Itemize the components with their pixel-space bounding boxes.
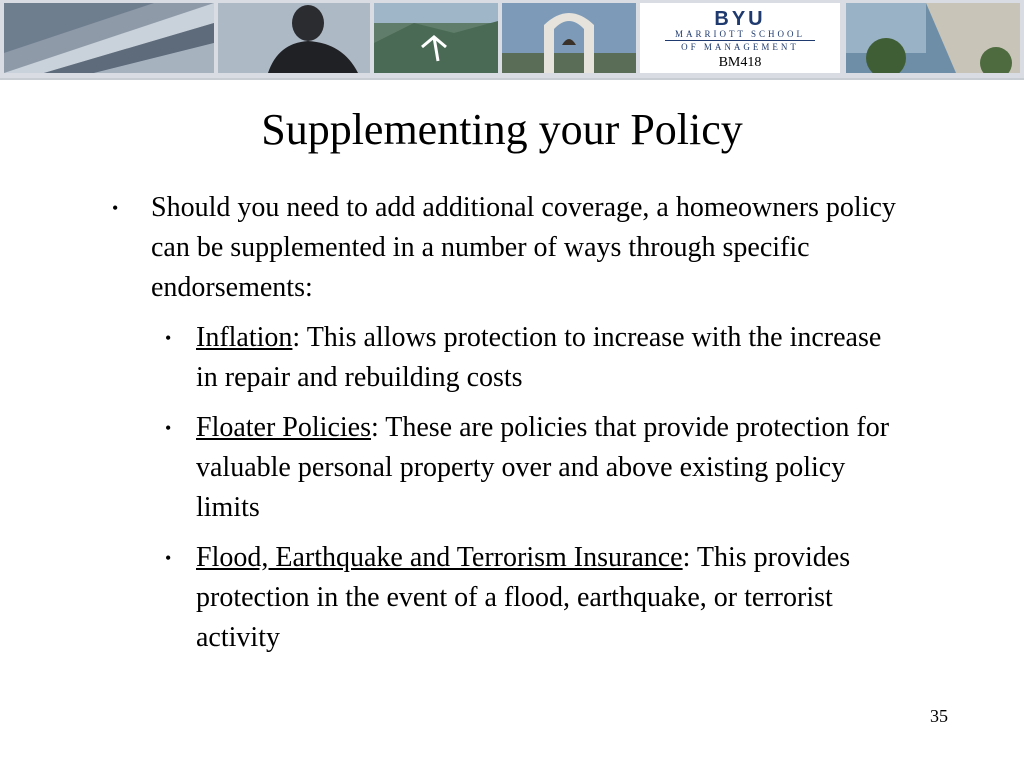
header-banner bbox=[0, 0, 1024, 80]
term-flood-earthquake-terrorism: Flood, Earthquake and Terrorism Insurance bbox=[196, 542, 683, 573]
term-inflation: Inflation bbox=[196, 322, 293, 353]
description-floater-policies: : These are policies that provide protection for valuable personal property over and above existing policy limits bbox=[196, 412, 890, 523]
bullet-marker: • bbox=[165, 548, 172, 568]
sub-bullet-floater-policies bbox=[110, 408, 910, 528]
banner-photo-statue bbox=[218, 3, 370, 73]
page-number: 35 bbox=[930, 706, 948, 726]
course-code: BM418 bbox=[718, 55, 762, 70]
slide-title: Supplementing your Policy bbox=[261, 105, 743, 154]
sub-bullet-inflation bbox=[110, 318, 910, 398]
banner-photo-bell-tower bbox=[502, 3, 636, 73]
description-flood-earthquake-terrorism: : This provides protection in the event of a flood, earthquake, or terrorist activity bbox=[196, 542, 851, 653]
intro-text: Should you need to add additional coverage, a homeowners policy can be supplemented in a number of ways through specific endorsements: bbox=[151, 192, 896, 303]
logo-school-name: MARRIOTT SCHOOL bbox=[674, 29, 806, 39]
bullet-marker: • bbox=[165, 418, 172, 438]
logo-divider bbox=[665, 40, 815, 41]
logo-brand: BYU bbox=[714, 8, 766, 30]
banner-photo-campus-trees bbox=[846, 3, 1020, 73]
banner-photo-mountain-y bbox=[374, 3, 498, 73]
bullet-marker: • bbox=[112, 198, 119, 218]
slide-body bbox=[110, 188, 910, 658]
byu-marriott-logo bbox=[640, 3, 840, 73]
term-floater-policies: Floater Policies bbox=[196, 412, 371, 443]
banner-photo-building-glass bbox=[4, 3, 214, 73]
logo-school-subtitle: OF MANAGEMENT bbox=[681, 42, 799, 52]
bullet-marker: • bbox=[165, 328, 172, 348]
sub-bullet-flood-earthquake-terrorism bbox=[110, 538, 910, 658]
description-inflation: : This allows protection to increase with the increase in repair and rebuilding costs bbox=[196, 322, 882, 393]
bullet-item-intro bbox=[110, 188, 910, 308]
